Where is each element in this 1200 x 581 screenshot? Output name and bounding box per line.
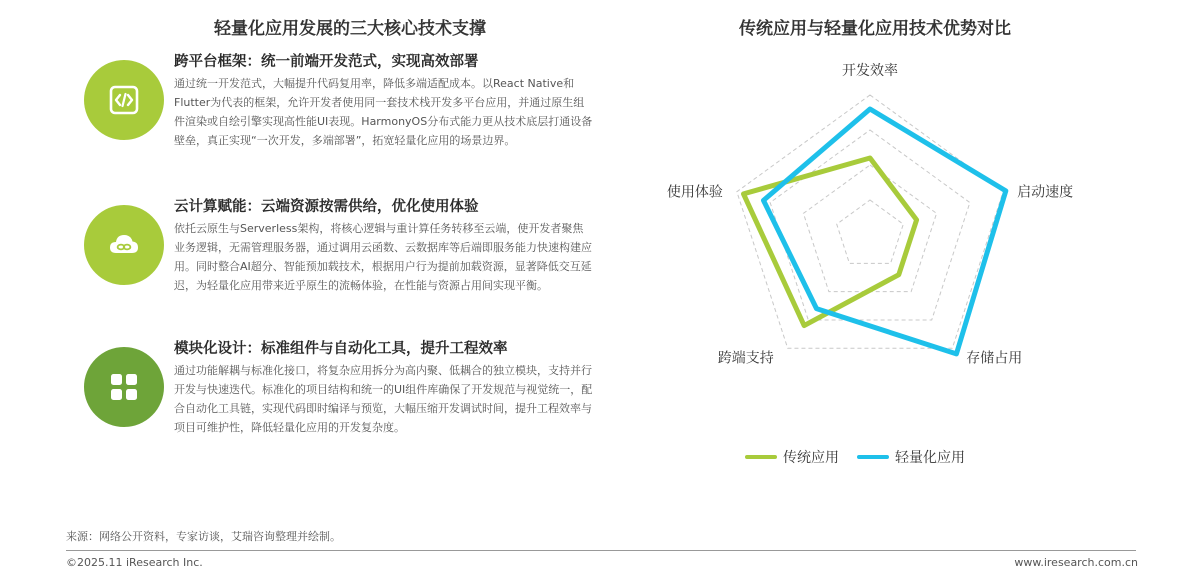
feature-heading: 模块化设计：标准组件与自动化工具，提升工程效率 xyxy=(174,341,508,357)
legend-swatch-lightweight xyxy=(857,455,889,459)
legend-label: 轻量化应用 xyxy=(895,450,965,466)
legend-label: 传统应用 xyxy=(783,450,839,466)
feature-heading: 跨平台框架：统一前端开发范式，实现高效部署 xyxy=(174,54,479,70)
radar-axis-label: 使用体验 xyxy=(666,184,723,201)
website-link[interactable]: www.iresearch.com.cn xyxy=(1014,556,1138,569)
radar-chart xyxy=(640,60,1110,420)
feature-heading: 云计算赋能：云端资源按需供给，优化使用体验 xyxy=(174,199,479,215)
legend-item-lightweight xyxy=(857,447,965,467)
source-note: 来源：网络公开资料，专家访谈，艾瑞咨询整理并绘制。 xyxy=(66,530,341,543)
modules-icon-badge xyxy=(84,347,164,427)
feature-description: 通过统一开发范式，大幅提升代码复用率，降低多端适配成本。以React Native和Flutter为代表的框架，允许开发者使用同一套技术栈开发多平台应用，并通过原生组件渲染或自绘引擎实现高性能UI表现。HarmonyOS分布式能力更从技术底层打通设备壁垒，真正实现“一次开发，多端部署”，拓宽轻量化应用的场景边界。 xyxy=(174,77,593,147)
radar-axis-label: 跨端支持 xyxy=(717,350,774,367)
radar-axis-label: 存储占用 xyxy=(966,350,1023,367)
radar-grid-ring xyxy=(803,165,936,292)
cloud-icon-badge xyxy=(84,205,164,285)
legend-item-traditional xyxy=(745,447,839,467)
code-icon-badge xyxy=(84,60,164,140)
copyright-text: ©2025.11 iResearch Inc. xyxy=(66,556,203,569)
footer-divider xyxy=(66,550,1136,551)
modules-icon xyxy=(107,370,141,404)
cloud-icon xyxy=(107,228,141,262)
radar-grid-ring xyxy=(837,200,904,263)
radar-axis-label: 启动速度 xyxy=(1017,184,1074,201)
chart-legend xyxy=(745,447,983,467)
feature-description: 通过功能解耦与标准化接口，将复杂应用拆分为高内聚、低耦合的独立模块，支持并行开发与快速迭代。标准化的项目结构和统一的UI组件库确保了开发规范与视觉统一，配合自动化工具链，实现代码即时编译与预览，大幅压缩开发调试时间，提升工程效率与项目可维护性，降低轻量化应用的开发复杂度。 xyxy=(174,364,593,434)
left-section-title: 轻量化应用发展的三大核心技术支撑 xyxy=(214,19,486,39)
legend-swatch-traditional xyxy=(745,455,777,459)
radar-series-0 xyxy=(744,158,917,326)
radar-axis-label: 开发效率 xyxy=(842,63,898,79)
code-icon xyxy=(107,83,141,117)
chart-title: 传统应用与轻量化应用技术优势对比 xyxy=(739,19,1011,39)
feature-description: 依托云原生与Serverless架构，将核心逻辑与重计算任务转移至云端，使开发者聚焦业务逻辑，无需管理服务器，通过调用云函数、云数据库等后端即服务能力快速构建应用。同时整合AI超分、智能预加载技术，根据用户行为提前加载资源，显著降低交互延迟，为轻量化应用带来近乎原生的流畅体验，在性能与资源占用间实现平衡。 xyxy=(174,222,592,292)
